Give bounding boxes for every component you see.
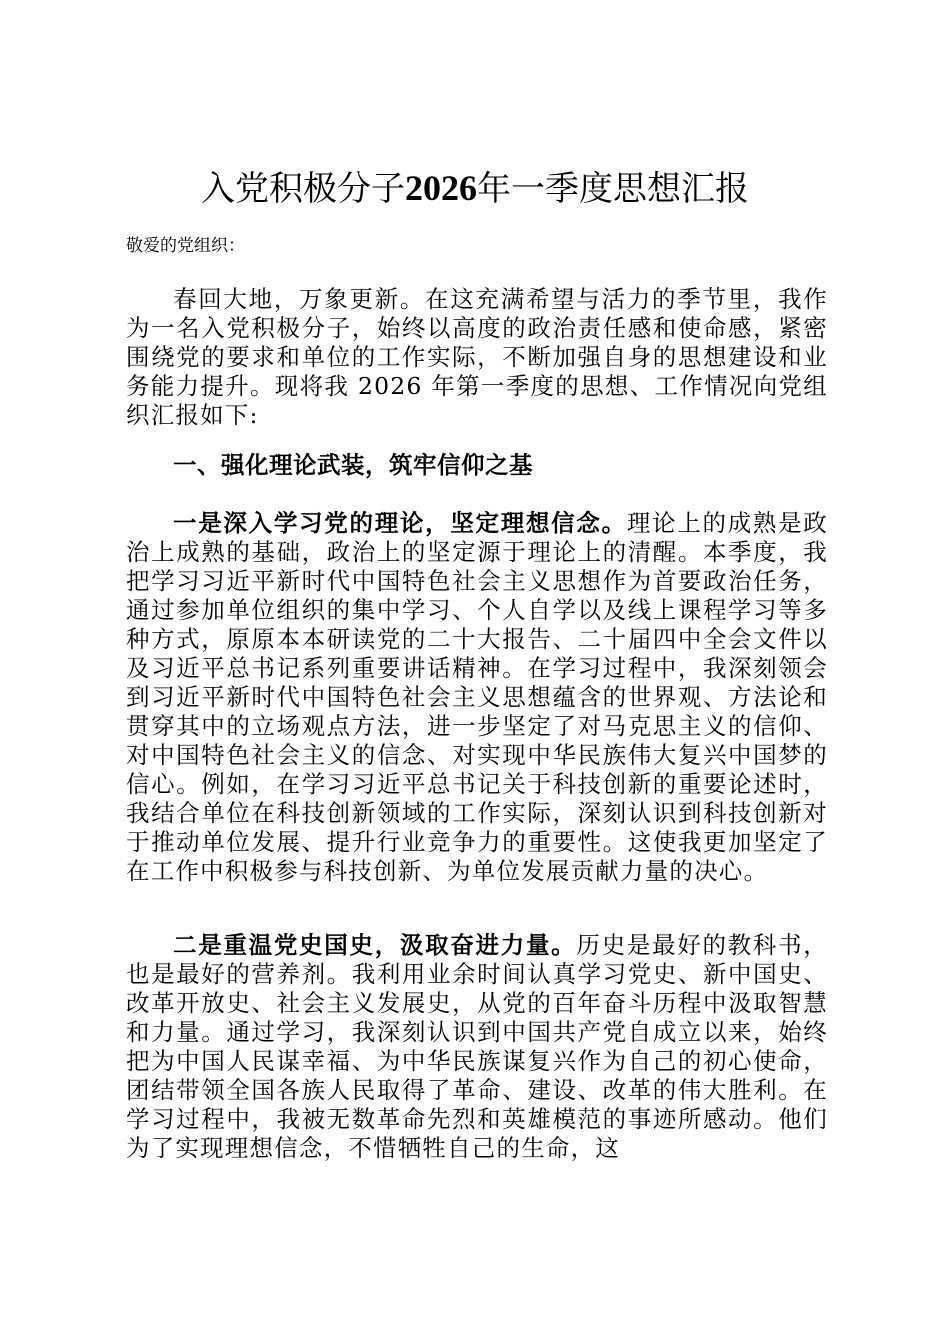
point-2-lead: 二是重温党史国史，汲取奋进力量。 xyxy=(173,931,577,959)
salutation: 敬爱的党组织： xyxy=(126,236,245,256)
section-heading-1: 一、强化理论武装，筑牢信仰之基 xyxy=(173,451,533,479)
intro-paragraph: 春回大地，万象更新。在这充满希望与活力的季节里，我作为一名入党积极分子，始终以高度的政治责任感和使命感，紧密围绕党的要求和单位的工作实际，不断加强自身的思想建设和业务能力提升。现将我 2026 年第一季度的思想、工作情况向党组织汇报如下: xyxy=(126,285,828,429)
point-1-paragraph xyxy=(126,509,828,886)
point-1-lead: 一是深入学习党的理论，坚定理想信念。 xyxy=(173,509,627,537)
page-title xyxy=(0,163,950,214)
title-prefix: 入党积极分子 xyxy=(201,169,405,209)
point-2-paragraph xyxy=(126,931,828,1163)
title-suffix: 年一季度思想汇报 xyxy=(477,169,749,209)
title-year: 2026 xyxy=(405,168,477,208)
point-1-body: 理论上的成熟是政治上成熟的基础，政治上的坚定源于理论上的清醒。本季度，我把学习习近平新时代中国特色社会主义思想作为首要政治任务，通过参加单位组织的集中学习、个人自学以及线上课程学习等多种方式，原原本本研读党的二十大报告、二十届四中全会文件以及习近平总书记系列重要讲话精神。在学习过程中，我深刻领会到习近平新时代中国特色社会主义思想蕴含的世界观、方法论和贯穿其中的立场观点方法，进一步坚定了对马克思主义的信仰、对中国特色社会主义的信念、对实现中华民族伟大复兴中国梦的信心。例如，在学习习近平总书记关于科技创新的重要论述时，我结合单位在科技创新领域的工作实际，深刻认识到科技创新对于推动单位发展、提升行业竞争力的重要性。这使我更加坚定了在工作中积极参与科技创新、为单位发展贡献力量的决心。 xyxy=(126,509,828,885)
point-2-body: 历史是最好的教科书，也是最好的营养剂。我利用业余时间认真学习党史、新中国史、改革开放史、社会主义发展史，从党的百年奋斗历程中汲取智慧和力量。通过学习，我深刻认识到中国共产党自成立以来，始终把为中国人民谋幸福、为中华民族谋复兴作为自己的初心使命，团结带领全国各族人民取得了革命、建设、改革的伟大胜利。在学习过程中，我被无数革命先烈和英雄模范的事迹所感动。他们为了实现理想信念，不惜牺牲自己的生命，这 xyxy=(126,931,828,1162)
